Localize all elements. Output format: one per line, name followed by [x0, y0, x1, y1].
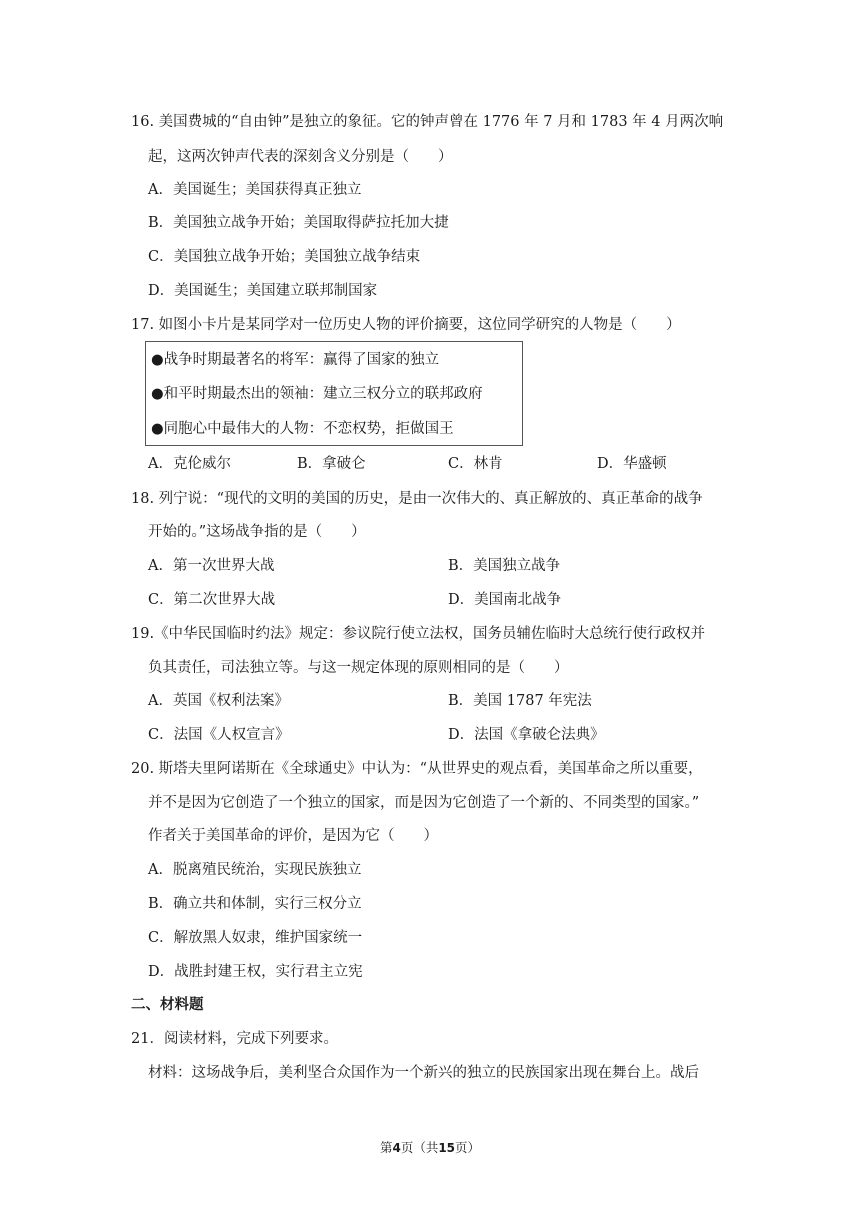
question-17-option-a: A．克伦威尔 [148, 456, 231, 472]
section-heading: 二、材料题 [131, 996, 204, 1013]
question-21-stem: 21．阅读材料，完成下列要求。 [131, 1031, 338, 1047]
question-19-option-d: D．法国《拿破仑法典》 [448, 727, 605, 743]
question-17-option-d: D．华盛顿 [597, 456, 667, 472]
question-19-option-a: A．英国《权利法案》 [148, 693, 289, 709]
question-20-option-d: D．战胜封建王权，实行君主立宪 [148, 964, 363, 980]
question-20-stem-line1: 20. 斯塔夫里阿诺斯在《全球通史》中认为：“从世界史的观点看，美国革命之所以重要， [131, 761, 703, 777]
footer-total-pages: 15 [438, 1141, 456, 1155]
question-17-option-c: C．林肯 [448, 456, 503, 472]
page-footer [0, 1140, 860, 1156]
question-17-option-b: B．拿破仑 [297, 456, 366, 472]
question-16-option-d: D．美国诞生；美国建立联邦制国家 [148, 283, 378, 299]
question-20-option-b: B．确立共和体制，实行三权分立 [148, 896, 362, 912]
evaluation-card [145, 341, 523, 446]
question-16-stem-line1: 16. 美国费城的“自由钟”是独立的象征。它的钟声曾在 1776 年 7 月和 1783 年 4 月两次响 [131, 114, 724, 130]
card-line-2: ●和平时期最杰出的领袖：建立三权分立的联邦政府 [151, 386, 483, 402]
card-line-1: ●战争时期最著名的将军：赢得了国家的独立 [151, 352, 440, 368]
question-18-option-a: A．第一次世界大战 [148, 558, 275, 574]
question-18-stem-line1: 18. 列宁说：“现代的文明的美国的历史，是由一次伟大的、真正解放的、真正革命的战争 [131, 491, 703, 507]
question-19-option-c: C．法国《人权宣言》 [148, 727, 290, 743]
question-20-stem-line2: 并不是因为它创造了一个独立的国家，而是因为它创造了一个新的、不同类型的国家。” [148, 795, 700, 811]
question-18-stem-line2: 开始的。”这场战争指的是（ ） [148, 524, 366, 540]
question-16-option-b: B．美国独立战争开始；美国取得萨拉托加大捷 [148, 215, 449, 231]
question-19-stem-line2: 负其责任，司法独立等。与这一规定体现的原则相同的是（ ） [148, 660, 569, 676]
question-18-option-c: C．第二次世界大战 [148, 592, 276, 608]
question-19-stem-line1: 19.《中华民国临时约法》规定：参议院行使立法权，国务员辅佐临时大总统行使行政权并 [131, 626, 706, 642]
footer-page-number: 4 [392, 1141, 401, 1155]
question-19-option-b: B．美国 1787 年宪法 [448, 693, 592, 709]
card-line-3: ●同胞心中最伟大的人物：不恋权势，拒做国王 [151, 421, 454, 437]
footer-suffix: 页） [455, 1140, 481, 1155]
question-21-material: 材料：这场战争后，美利坚合众国作为一个新兴的独立的民族国家出现在舞台上。战后 [148, 1065, 699, 1081]
question-17-stem: 17. 如图小卡片是某同学对一位历史人物的评价摘要，这位同学研究的人物是（ ） [131, 317, 681, 333]
question-20-stem-line3: 作者关于美国革命的评价，是因为它（ ） [148, 828, 438, 844]
footer-mid: 页（共 [400, 1140, 439, 1155]
question-18-option-b: B．美国独立战争 [448, 558, 561, 574]
question-18-option-d: D．美国南北战争 [448, 592, 562, 608]
question-20-option-c: C．解放黑人奴隶，维护国家统一 [148, 930, 363, 946]
question-16-option-c: C．美国独立战争开始；美国独立战争结束 [148, 249, 421, 265]
question-16-option-a: A．美国诞生；美国获得真正独立 [148, 182, 362, 198]
footer-prefix: 第 [379, 1140, 393, 1155]
question-20-option-a: A．脱离殖民统治，实现民族独立 [148, 862, 362, 878]
question-16-stem-line2: 起，这两次钟声代表的深刻含义分别是（ ） [148, 149, 453, 165]
